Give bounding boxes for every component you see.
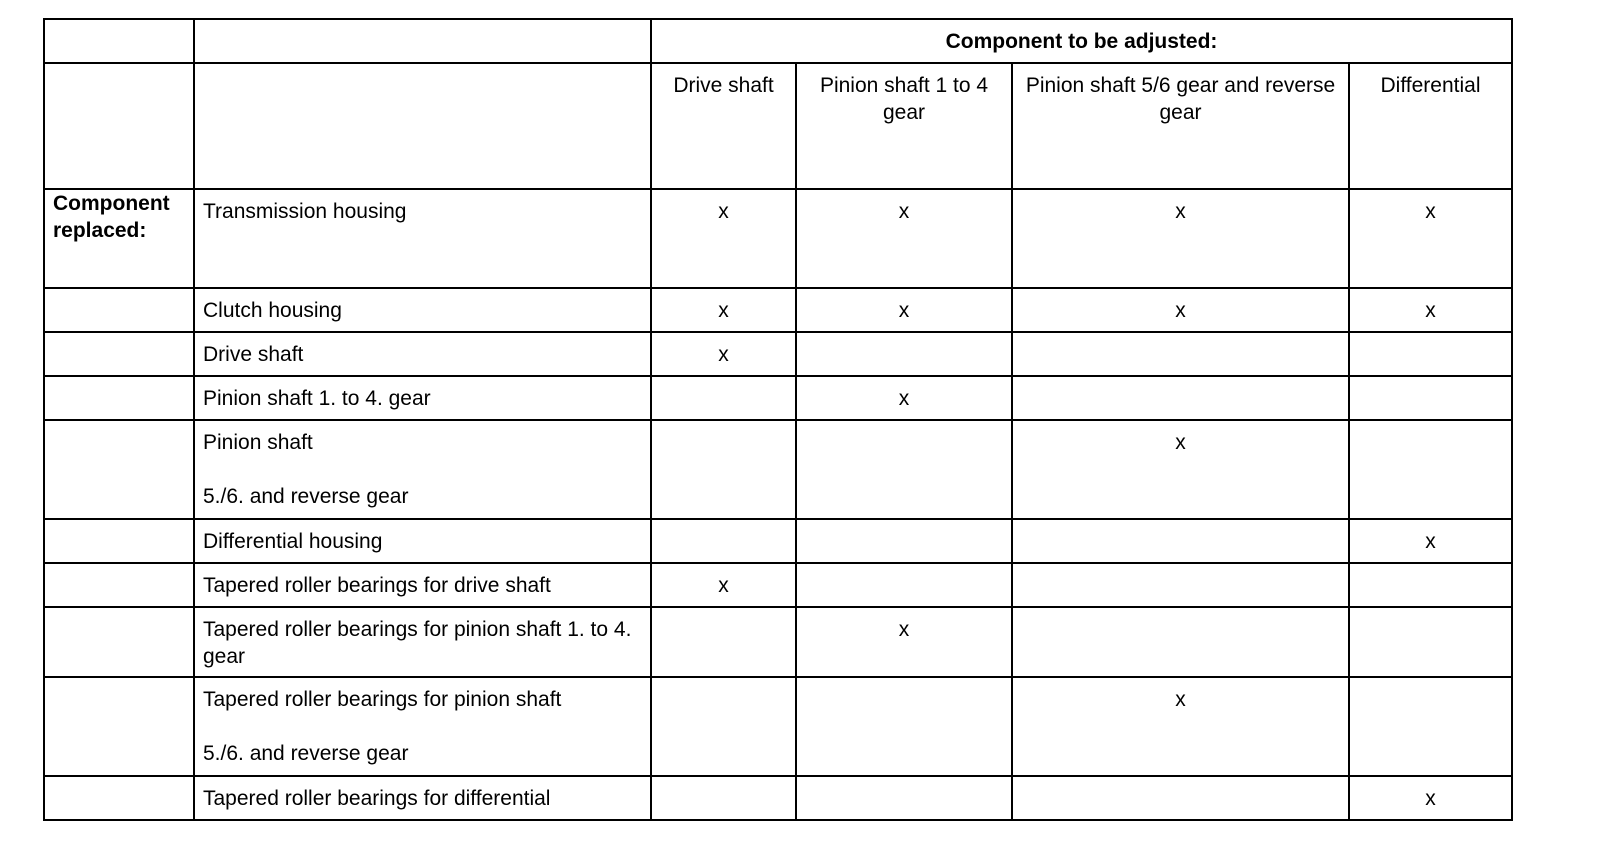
row-label: Tapered roller bearings for drive shaft	[194, 563, 651, 607]
empty-cell	[44, 607, 194, 677]
empty-cell	[44, 19, 194, 63]
table-row	[44, 376, 1512, 420]
table-row	[44, 563, 1512, 607]
mark-cell	[651, 677, 796, 776]
empty-cell	[44, 288, 194, 332]
mark-cell: x	[651, 288, 796, 332]
row-label: Tapered roller bearings for pinion shaft 1. to 4. gear	[194, 607, 651, 677]
column-header-differential: Differential	[1349, 63, 1512, 189]
row-label: Clutch housing	[194, 288, 651, 332]
table-row	[44, 776, 1512, 820]
mark-cell	[1349, 607, 1512, 677]
mark-cell	[651, 519, 796, 563]
mark-cell	[651, 776, 796, 820]
empty-cell	[44, 677, 194, 776]
mark-cell	[1012, 376, 1349, 420]
empty-cell	[194, 19, 651, 63]
table-row	[44, 288, 1512, 332]
mark-cell	[796, 563, 1012, 607]
mark-cell	[1012, 563, 1349, 607]
mark-cell	[1012, 776, 1349, 820]
table-row	[44, 420, 1512, 519]
mark-cell: x	[1349, 776, 1512, 820]
mark-cell	[1012, 519, 1349, 563]
mark-cell: x	[1012, 420, 1349, 519]
empty-cell	[44, 519, 194, 563]
column-header-pinion-shaft-1-4: Pinion shaft 1 to 4 gear	[796, 63, 1012, 189]
empty-cell	[44, 776, 194, 820]
mark-cell	[1349, 420, 1512, 519]
mark-cell: x	[651, 563, 796, 607]
mark-cell	[796, 519, 1012, 563]
mark-cell	[796, 677, 1012, 776]
mark-cell	[651, 376, 796, 420]
mark-cell	[1012, 332, 1349, 376]
side-label-component-replaced: Component replaced:	[44, 189, 194, 288]
header-row-columns	[44, 63, 1512, 189]
mark-cell	[1012, 607, 1349, 677]
mark-cell: x	[651, 332, 796, 376]
mark-cell	[796, 332, 1012, 376]
empty-cell	[44, 420, 194, 519]
empty-cell	[194, 63, 651, 189]
header-component-to-be-adjusted: Component to be adjusted:	[651, 19, 1512, 63]
mark-cell: x	[796, 189, 1012, 288]
table-row	[44, 607, 1512, 677]
mark-cell: x	[1349, 189, 1512, 288]
row-label: Pinion shaft 1. to 4. gear	[194, 376, 651, 420]
row-label: Pinion shaft 5./6. and reverse gear	[194, 420, 651, 519]
empty-cell	[44, 563, 194, 607]
mark-cell	[1349, 563, 1512, 607]
mark-cell	[651, 607, 796, 677]
row-label: Transmission housing	[194, 189, 651, 288]
mark-cell: x	[796, 607, 1012, 677]
header-row-span	[44, 19, 1512, 63]
mark-cell: x	[1349, 288, 1512, 332]
mark-cell: x	[651, 189, 796, 288]
mark-cell	[796, 776, 1012, 820]
empty-cell	[44, 63, 194, 189]
mark-cell	[651, 420, 796, 519]
empty-cell	[44, 332, 194, 376]
mark-cell: x	[796, 376, 1012, 420]
row-label: Drive shaft	[194, 332, 651, 376]
mark-cell: x	[1012, 677, 1349, 776]
mark-cell: x	[1012, 189, 1349, 288]
mark-cell	[1349, 332, 1512, 376]
column-header-pinion-shaft-5-6-reverse: Pinion shaft 5/6 gear and reverse gear	[1012, 63, 1349, 189]
column-header-drive-shaft: Drive shaft	[651, 63, 796, 189]
adjustment-table	[43, 18, 1513, 821]
table-row	[44, 677, 1512, 776]
table-row	[44, 189, 1512, 288]
mark-cell	[1349, 376, 1512, 420]
row-label: Tapered roller bearings for pinion shaft 5./6. and reverse gear	[194, 677, 651, 776]
empty-cell	[44, 376, 194, 420]
row-label: Differential housing	[194, 519, 651, 563]
mark-cell	[1349, 677, 1512, 776]
mark-cell: x	[1012, 288, 1349, 332]
mark-cell: x	[796, 288, 1012, 332]
table-row	[44, 519, 1512, 563]
table-row	[44, 332, 1512, 376]
mark-cell	[796, 420, 1012, 519]
row-label: Tapered roller bearings for differential	[194, 776, 651, 820]
mark-cell: x	[1349, 519, 1512, 563]
